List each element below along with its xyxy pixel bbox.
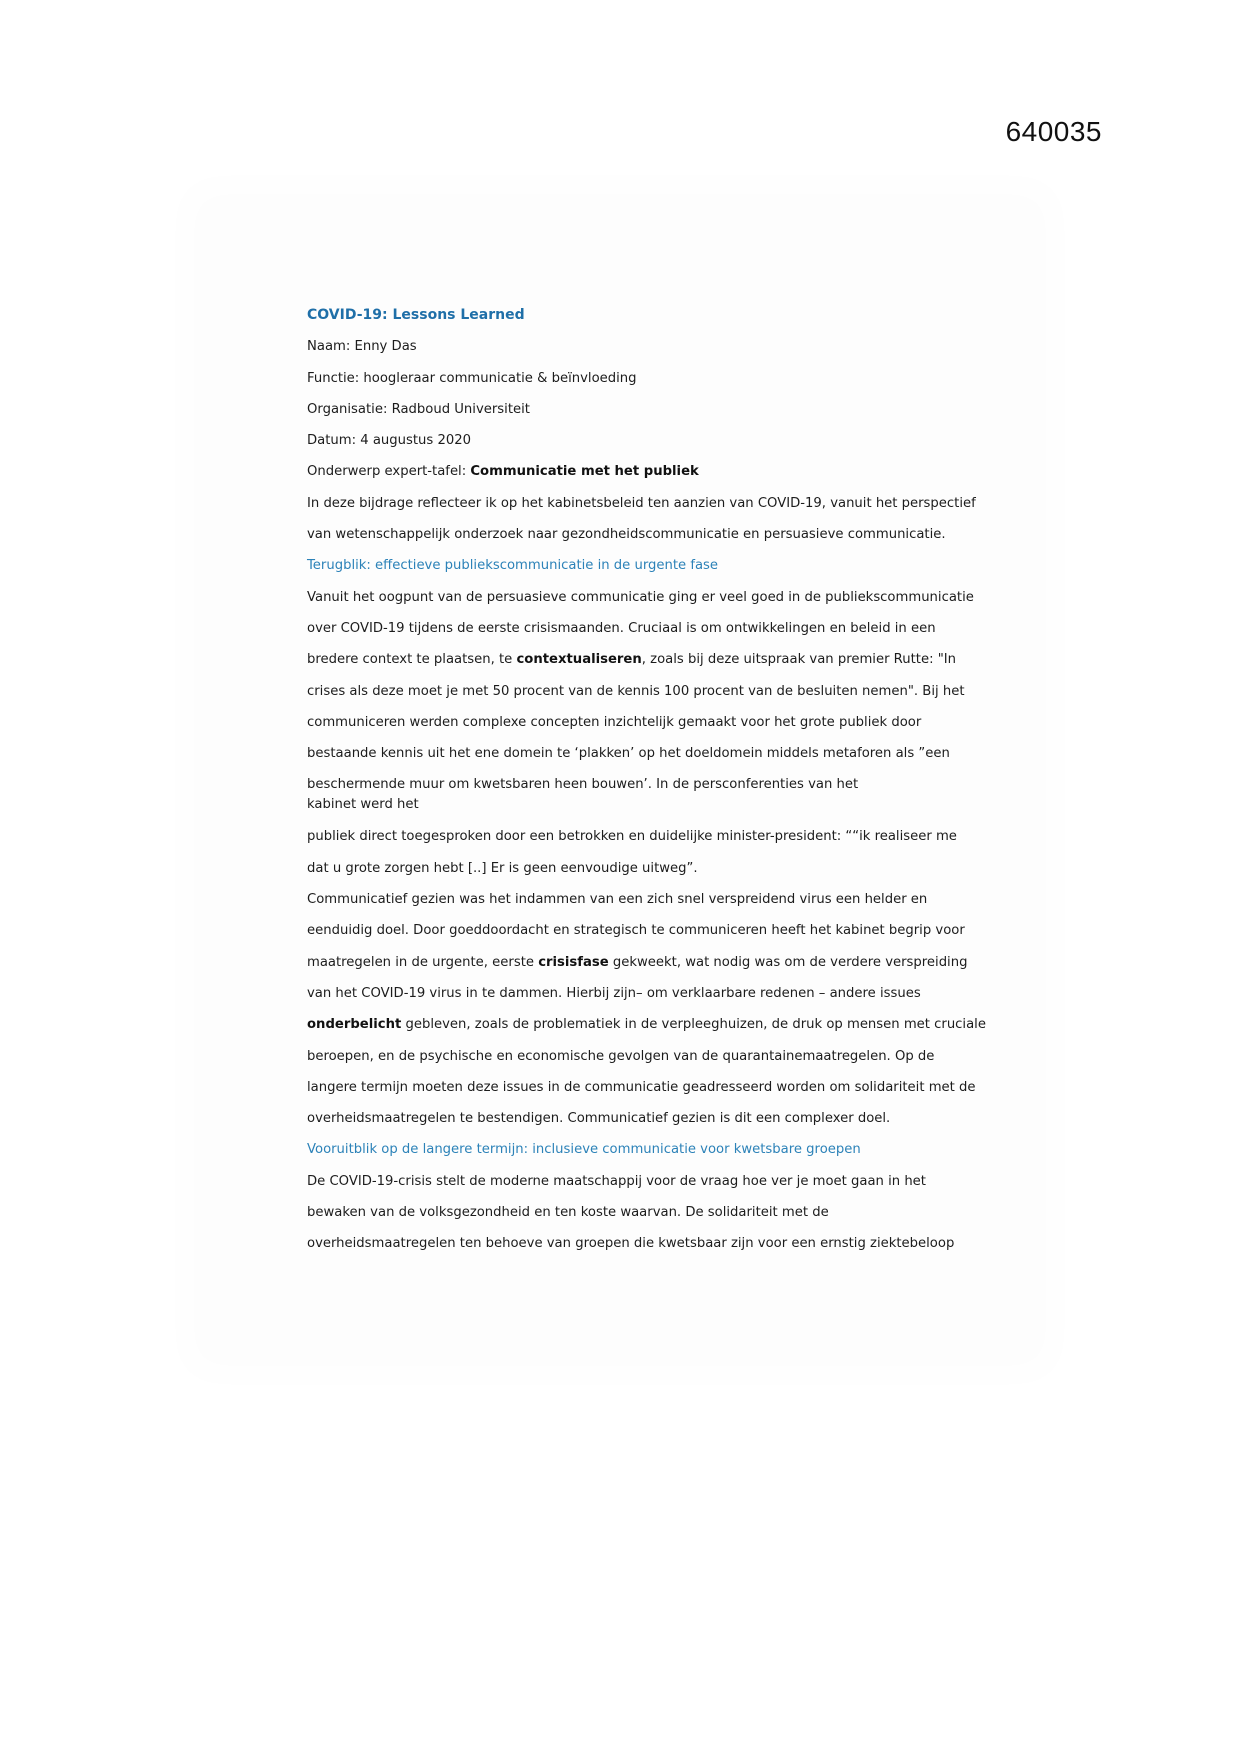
paragraph-line: Vanuit het oogpunt van de persuasieve communicatie ging er veel goed in de publiekscommunicatie <box>307 589 974 605</box>
paragraph-line <box>307 947 968 978</box>
document-number: 640035 <box>1005 116 1102 147</box>
paragraph-line: beschermende muur om kwetsbaren heen bouwen’. In de persconferenties van het kabinet werd het <box>307 777 859 813</box>
paragraph-line: over COVID-19 tijdens de eerste crisismaanden. Cruciaal is om ontwikkelingen en beleid in een <box>307 620 936 636</box>
section-heading-vooruitblik: Vooruitblik op de langere termijn: inclusieve communicatie voor kwetsbare groepen <box>307 1142 861 1158</box>
paragraph-line: bestaande kennis uit het ene domein te ‘plakken’ op het doeldomein middels metaforen als ”een <box>307 746 950 762</box>
paragraph-line: eenduidig doel. Door goeddoordacht en strategisch te communiceren heeft het kabinet begrip voor <box>307 923 965 939</box>
paragraph-line: communiceren werden complexe concepten inzichtelijk gemaakt voor het grote publiek door <box>307 714 922 730</box>
paragraph-line <box>307 644 957 675</box>
intro-line: In deze bijdrage reflecteer ik op het kabinetsbeleid ten aanzien van COVID-19, vanuit het perspectief <box>307 495 976 511</box>
paragraph-line: crises als deze moet je met 50 procent van de kennis 100 procent van de besluiten nemen". Bij het <box>307 683 965 699</box>
bold-term: crisisfase <box>538 954 609 970</box>
section-heading-terugblik: Terugblik: effectieve publiekscommunicatie in de urgente fase <box>307 558 719 574</box>
paragraph-line: bewaken van de volksgezondheid en ten koste waarvan. De solidariteit met de <box>307 1205 829 1221</box>
meta-functie: Functie: hoogleraar communicatie & beïnvloeding <box>307 370 637 386</box>
bold-term: contextualiseren <box>516 652 642 668</box>
text-span: gebleven, zoals de problematiek in de verpleeghuizen, de druk op mensen met cruciale <box>401 1017 986 1033</box>
paragraph-line: langere termijn moeten deze issues in de communicatie geadresseerd worden om solidariteit met de <box>307 1079 976 1095</box>
meta-naam: Naam: Enny Das <box>307 339 417 355</box>
paragraph-line: De COVID-19-crisis stelt de moderne maatschappij voor de vraag hoe ver je moet gaan in het <box>307 1173 926 1189</box>
paragraph-line <box>307 1009 986 1040</box>
meta-onderwerp <box>307 456 947 487</box>
intro-line: van wetenschappelijk onderzoek naar gezondheidscommunicatie en persuasieve communicatie. <box>307 527 946 543</box>
document-title: COVID-19: Lessons Learned <box>307 307 525 323</box>
text-span: maatregelen in de urgente, eerste <box>307 954 539 970</box>
text-span: , zoals bij deze uitspraak van premier Rutte: "In <box>641 652 957 668</box>
bold-term: onderbelicht <box>307 1017 402 1033</box>
paragraph-line: overheidsmaatregelen ten behoeve van groepen die kwetsbaar zijn voor een ernstig ziektebeloop <box>307 1236 955 1252</box>
onderwerp-value: Communicatie met het publiek <box>470 464 699 480</box>
meta-datum: Datum: 4 augustus 2020 <box>307 433 472 449</box>
paragraph-line: beroepen, en de psychische en economische gevolgen van de quarantainemaatregelen. Op de <box>307 1048 935 1064</box>
paragraph-line: van het COVID-19 virus in te dammen. Hierbij zijn– om verklaarbare redenen – andere issues <box>307 985 921 1001</box>
meta-organisatie: Organisatie: Radboud Universiteit <box>307 401 530 417</box>
text-span: bredere context te plaatsen, te <box>307 652 517 668</box>
document-body <box>307 300 986 1260</box>
onderwerp-label: Onderwerp expert-tafel: <box>307 464 471 480</box>
paragraph-line: publiek direct toegesproken door een betrokken en duidelijke minister-president: ““ik realiseer me <box>307 829 957 845</box>
paragraph-line: dat u grote zorgen hebt [..] Er is geen eenvoudige uitweg”. <box>307 860 698 876</box>
text-span: gekweekt, wat nodig was om de verdere verspreiding <box>608 954 968 970</box>
paragraph-line: overheidsmaatregelen te bestendigen. Communicatief gezien is dit een complexer doel. <box>307 1111 891 1127</box>
paragraph-line: Communicatief gezien was het indammen van een zich snel verspreidend virus een helder en <box>307 892 928 908</box>
